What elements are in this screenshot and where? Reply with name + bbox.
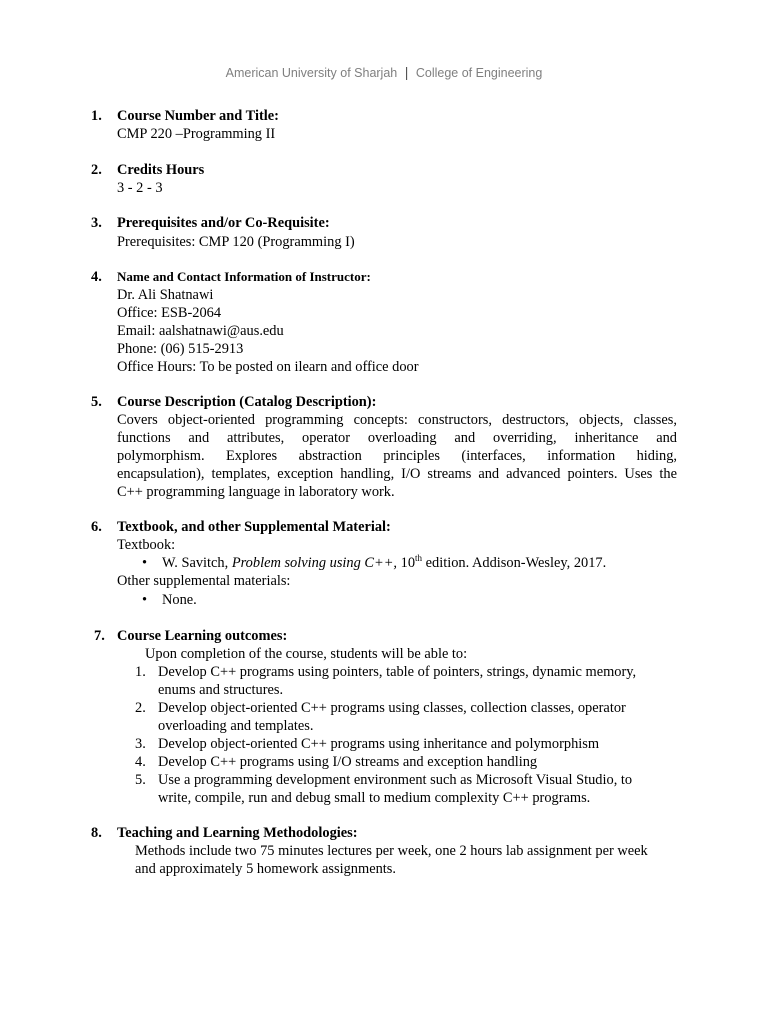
textbook-label: Textbook: [117,537,176,553]
book-edition-suffix: th [415,553,423,564]
outcome-number: 2. [135,700,146,716]
prerequisites-value: Prerequisites: CMP 120 (Programming I) [117,234,355,250]
course-title-value: CMP 220 –Programming II [117,126,276,142]
outcome-text: Develop C++ programs using pointers, table of pointers, strings, dynamic memory, [158,664,637,680]
section-title: Textbook, and other Supplemental Material: [117,519,391,535]
section-number: 1. [91,108,102,124]
outcome-text: enums and structures. [158,682,284,698]
section-number: 4. [91,269,102,285]
description-line: encapsulation), templates, exception handling, I/O streams and advanced pointers. Uses the [117,466,677,482]
section-title: Course Learning outcomes: [117,628,288,644]
other-materials-label: Other supplemental materials: [117,573,291,589]
instructor-office: Office: ESB-2064 [117,305,222,321]
section-number: 2. [91,162,102,178]
section-title: Course Number and Title: [117,108,279,124]
instructor-name: Dr. Ali Shatnawi [117,287,214,303]
section-title: Course Description (Catalog Description): [117,394,377,410]
section-number: 8. [91,825,102,841]
bullet-icon: • [142,592,148,608]
outcome-number: 3. [135,736,146,752]
book-author: W. Savitch, [162,555,232,571]
instructor-phone: Phone: (06) 515-2913 [117,341,244,357]
outcome-number: 5. [135,772,146,788]
outcome-text: Develop C++ programs using I/O streams and exception handling [158,754,538,770]
book-title: Problem solving using C++, [231,555,398,571]
section-number: 7. [94,628,105,644]
section-title: Teaching and Learning Methodologies: [117,825,358,841]
section-number: 5. [91,394,102,410]
outcome-number: 1. [135,664,146,680]
outcome-text: Develop object-oriented C++ programs using inheritance and polymorphism [158,736,600,752]
description-line: Covers object-oriented programming concepts: constructors, destructors, objects, classes, [117,412,677,428]
section-title: Name and Contact Information of Instructor: [117,269,371,284]
book-edition: 10 [397,555,416,571]
outcome-text: overloading and templates. [158,718,314,734]
college-name: College of Engineering [415,66,543,80]
instructor-email: Email: aalshatnawi@aus.edu [117,323,284,339]
other-materials-item: None. [162,592,197,608]
instructor-office-hours: Office Hours: To be posted on ilearn and office door [117,359,419,375]
description-line: functions and attributes, operator overloading and overriding, inheritance and [117,430,677,446]
outcome-text: Use a programming development environment such as Microsoft Visual Studio, to [158,772,633,788]
section-title: Credits Hours [117,162,205,178]
book-publisher: edition. Addison-Wesley, 2017. [422,555,607,571]
methodology-text: Methods include two 75 minutes lectures per week, one 2 hours lab assignment per week [135,843,648,859]
outcome-number: 4. [135,754,146,770]
description-line: C++ programming language in laboratory work. [117,484,395,500]
outcome-text: write, compile, run and debug small to medium complexity C++ programs. [158,790,591,806]
textbook-entry [162,554,606,572]
header-separator: | [404,64,409,80]
methodology-text: and approximately 5 homework assignments. [135,861,396,877]
outcome-text: Develop object-oriented C++ programs using classes, collection classes, operator [158,700,626,716]
description-line: polymorphism. Explores abstraction principles (interfaces, information hiding, [117,448,677,464]
page-header [0,63,768,82]
section-number: 3. [91,215,102,231]
credits-value: 3 - 2 - 3 [117,180,163,196]
bullet-icon: • [142,555,148,571]
university-name: American University of Sharjah [225,66,398,80]
outcomes-intro: Upon completion of the course, students will be able to: [145,646,468,662]
section-title: Prerequisites and/or Co-Requisite: [117,215,330,231]
section-number: 6. [91,519,102,535]
